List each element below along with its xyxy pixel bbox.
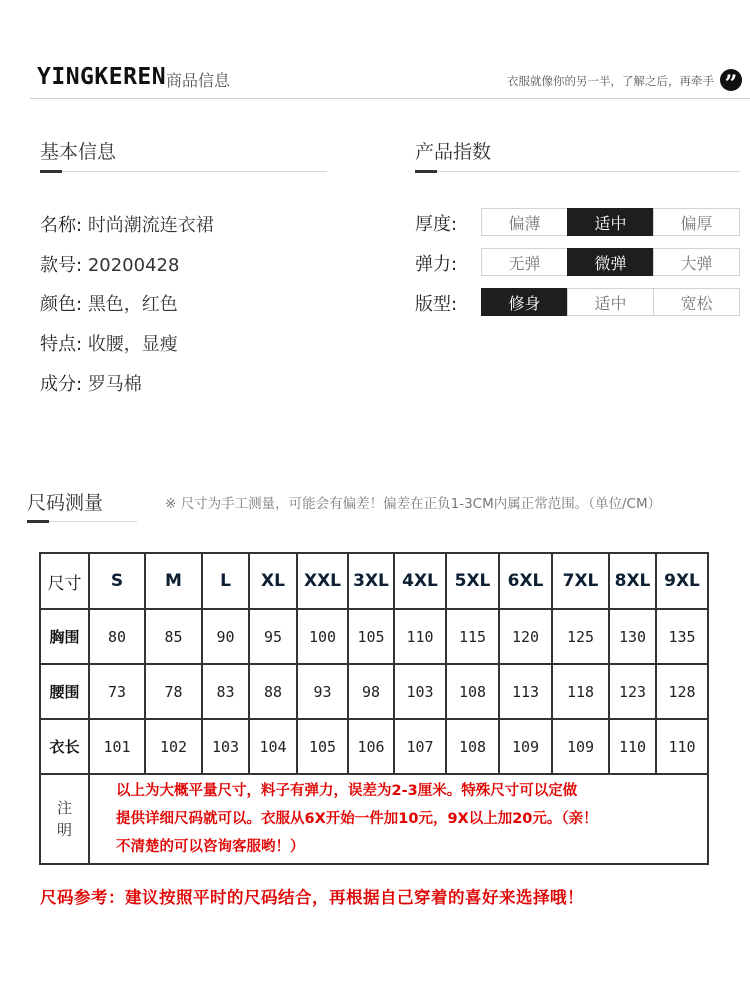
size-reference: 尺码参考：建议按照平时的尺码结合，再根据自己穿着的喜好来选择哦！ — [40, 888, 584, 907]
table-cell: 80 — [89, 609, 145, 664]
thickness-label: 厚度: — [415, 214, 458, 235]
size-header-cell: 3XL — [348, 553, 394, 609]
table-cell: 103 — [394, 664, 446, 719]
table-cell: 123 — [609, 664, 656, 719]
info-row-name — [40, 211, 214, 237]
thickness-option-thick: 偏厚 — [653, 208, 740, 236]
basic-info-title: 基本信息 — [40, 141, 117, 163]
info-row-style-number — [40, 251, 179, 277]
elasticity-option-none: 无弹 — [481, 248, 568, 276]
table-cell: 88 — [249, 664, 297, 719]
size-header-cell: XXL — [297, 553, 348, 609]
size-header-label: 尺寸 — [40, 553, 89, 609]
info-value: 收腰，显瘦 — [87, 334, 178, 355]
size-header-cell: 9XL — [656, 553, 708, 609]
fit-label: 版型: — [415, 294, 458, 315]
table-cell: 105 — [297, 719, 348, 774]
table-row-length — [40, 719, 708, 774]
fit-option-slim: 修身 — [481, 288, 568, 316]
product-index-accent — [415, 170, 437, 173]
thickness-option-medium: 适中 — [567, 208, 654, 236]
table-cell: 95 — [249, 609, 297, 664]
info-label: 特点: — [40, 334, 83, 355]
size-section-title: 尺码测量 — [27, 492, 104, 514]
size-header-cell: M — [145, 553, 202, 609]
remark-line: 提供详细尺码就可以。衣服从6X开始一件加10元，9X以上加20元。（亲！ — [116, 811, 598, 827]
elasticity-option-high: 大弹 — [653, 248, 740, 276]
info-row-features — [40, 330, 178, 356]
header-divider — [30, 98, 750, 99]
table-cell: 128 — [656, 664, 708, 719]
product-index-divider — [415, 171, 740, 172]
info-row-color — [40, 290, 178, 316]
table-cell: 102 — [145, 719, 202, 774]
table-cell: 113 — [499, 664, 552, 719]
measurement-note: ※ 尺寸为手工测量，可能会有偏差！偏差在正负1-3CM内属正常范围。（单位/CM） — [165, 496, 662, 512]
table-cell: 120 — [499, 609, 552, 664]
info-row-material — [40, 370, 142, 396]
remark-label — [40, 774, 89, 864]
size-header-cell: L — [202, 553, 249, 609]
info-value: 罗马棉 — [87, 374, 142, 395]
size-header-cell: XL — [249, 553, 297, 609]
row-label-bust: 胸围 — [40, 609, 89, 664]
elasticity-option-slight: 微弹 — [567, 248, 654, 276]
info-label: 颜色: — [40, 294, 83, 315]
page-subtitle: 商品信息 — [166, 71, 231, 90]
table-row-waist — [40, 664, 708, 719]
table-cell: 108 — [446, 719, 499, 774]
info-value: 黑色，红色 — [87, 294, 178, 315]
remark-label-char: 明 — [56, 821, 72, 839]
thickness-option-thin: 偏薄 — [481, 208, 568, 236]
table-cell: 110 — [394, 609, 446, 664]
info-label: 款号: — [40, 255, 83, 276]
basic-info-accent — [40, 170, 62, 173]
table-cell: 83 — [202, 664, 249, 719]
table-cell: 106 — [348, 719, 394, 774]
product-index-title: 产品指数 — [415, 141, 492, 163]
table-cell: 98 — [348, 664, 394, 719]
table-cell: 118 — [552, 664, 609, 719]
quote-icon: ” — [720, 69, 742, 91]
remark-line: 不清楚的可以咨询客服哟！） — [116, 839, 305, 855]
table-cell: 135 — [656, 609, 708, 664]
table-cell: 93 — [297, 664, 348, 719]
fit-option-loose: 宽松 — [653, 288, 740, 316]
table-cell: 85 — [145, 609, 202, 664]
remark-text — [89, 774, 708, 864]
size-header-cell: 7XL — [552, 553, 609, 609]
table-row-remark — [40, 774, 708, 864]
thickness-scale — [481, 208, 739, 236]
table-cell: 78 — [145, 664, 202, 719]
table-cell: 109 — [552, 719, 609, 774]
elasticity-scale — [481, 248, 739, 276]
size-header-row — [40, 553, 708, 609]
remark-line: 以上为大概平量尺寸，料子有弹力，误差为2-3厘米。特殊尺寸可以定做 — [116, 783, 578, 799]
table-cell: 109 — [499, 719, 552, 774]
size-table — [39, 552, 709, 865]
fit-option-regular: 适中 — [567, 288, 654, 316]
elasticity-label: 弹力: — [415, 254, 458, 275]
size-header-cell: 5XL — [446, 553, 499, 609]
table-cell: 125 — [552, 609, 609, 664]
size-header-cell: 4XL — [394, 553, 446, 609]
table-cell: 110 — [609, 719, 656, 774]
row-label-length: 衣长 — [40, 719, 89, 774]
info-value: 时尚潮流连衣裙 — [87, 215, 214, 236]
info-label: 名称: — [40, 215, 83, 236]
table-row-bust — [40, 609, 708, 664]
table-cell: 103 — [202, 719, 249, 774]
size-header-cell: 6XL — [499, 553, 552, 609]
brand-name: YINGKEREN — [37, 64, 167, 90]
table-cell: 115 — [446, 609, 499, 664]
row-label-waist: 腰围 — [40, 664, 89, 719]
basic-info-divider — [40, 171, 327, 172]
table-cell: 101 — [89, 719, 145, 774]
info-label: 成分: — [40, 374, 83, 395]
table-cell: 107 — [394, 719, 446, 774]
table-cell: 130 — [609, 609, 656, 664]
size-header-cell: 8XL — [609, 553, 656, 609]
remark-label-char: 注 — [56, 799, 72, 817]
size-section-accent — [27, 520, 49, 523]
table-cell: 104 — [249, 719, 297, 774]
fit-scale — [481, 288, 739, 316]
table-cell: 100 — [297, 609, 348, 664]
size-header-cell: S — [89, 553, 145, 609]
table-cell: 105 — [348, 609, 394, 664]
slogan: 衣服就像你的另一半，了解之后，再牵手 — [507, 74, 714, 88]
table-cell: 73 — [89, 664, 145, 719]
table-cell: 90 — [202, 609, 249, 664]
info-value: 20200428 — [87, 255, 180, 276]
table-cell: 110 — [656, 719, 708, 774]
table-cell: 108 — [446, 664, 499, 719]
